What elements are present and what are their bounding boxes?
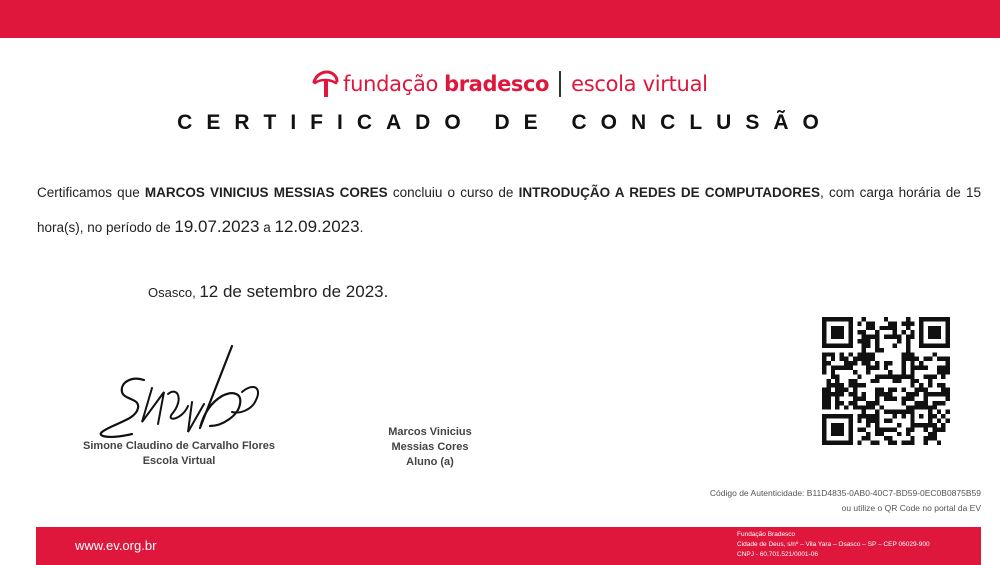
student-name-line2: Messias Cores: [391, 441, 469, 453]
footer-website-link[interactable]: www.ev.org.br: [75, 538, 157, 553]
footer-address-line1: Fundação Bradesco: [737, 531, 796, 538]
statement-concluded: concluiu o curso de: [392, 185, 514, 200]
director-signature-image: [92, 342, 267, 442]
logo-fundacao-text: fundação: [343, 72, 439, 96]
student-name-line1: Marcos Vinicius: [388, 426, 472, 438]
place-and-date: [148, 282, 388, 302]
logo-escola-virtual-text: escola virtual: [571, 72, 708, 96]
authenticity-qr-hint: ou utilize o QR Code no portal da EV: [841, 503, 981, 513]
qr-code-icon: [822, 317, 950, 445]
director-name: Simone Claudino de Carvalho Flores: [83, 440, 275, 452]
director-signature-block: [68, 439, 290, 469]
top-red-bar: [0, 0, 1000, 38]
bradesco-tree-icon: [310, 69, 340, 99]
student-name: MARCOS VINICIUS MESSIAS CORES: [144, 185, 388, 200]
issue-date: 12 de setembro de 2023.: [199, 282, 389, 301]
student-role: Aluno (a): [406, 456, 454, 468]
student-signature-block: [378, 425, 482, 470]
director-organization: Escola Virtual: [142, 455, 216, 467]
place-city: Osasco,: [148, 285, 196, 300]
statement-end: .: [359, 220, 364, 235]
statement-intro: Certificamos que: [37, 185, 140, 200]
end-date: 12.09.2023: [274, 217, 360, 236]
statement-workload: , com carga horária de 15 hora(s), no período de: [37, 185, 981, 235]
footer-address-line2: Cidade de Deus, s/nº – Vila Yara – Osasco – SP – CEP 06029-900: [737, 541, 930, 548]
footer-address-line3: CNPJ - 60.701.521/0001-06: [737, 551, 818, 558]
course-name: INTRODUÇÃO A REDES DE COMPUTADORES: [518, 185, 821, 200]
logo-bradesco-text: bradesco: [444, 72, 550, 96]
certificate-title: CERTIFICADO DE CONCLUSÃO: [177, 111, 833, 134]
footer-bar: [36, 527, 981, 565]
certificate-statement: [37, 176, 981, 245]
fundacao-bradesco-logo: [310, 64, 708, 104]
authenticity-code: Código de Autenticidade: B11D4835-0AB0-40C7-BD59-0EC0B0875B59: [709, 488, 981, 498]
start-date: 19.07.2023: [174, 217, 260, 236]
statement-connector: a: [263, 220, 271, 235]
authenticity-info: [710, 486, 981, 516]
logo-separator: [559, 71, 561, 97]
footer-address: [737, 530, 930, 560]
